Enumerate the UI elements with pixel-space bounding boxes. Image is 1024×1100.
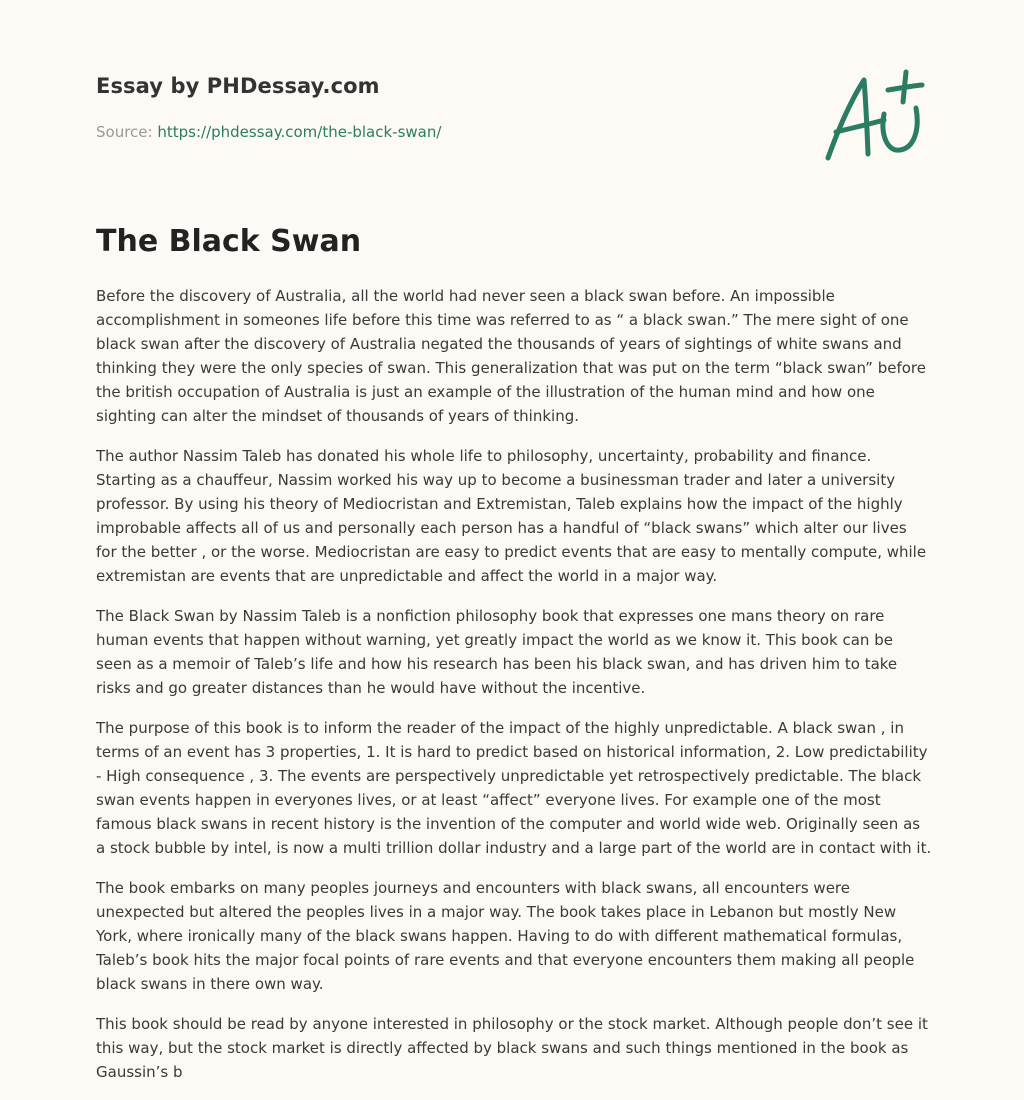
essay-paragraph: The author Nassim Taleb has donated his whole life to philosophy, uncertainty, probability and finance. Starting as a chauffeur, Nassim worked his way up to become a businessman trader and later a university professor. By using his theory of Mediocristan and Extremistan, Taleb explains how the impact of the highly improbable affects all of us and personally each person has a handful of “black swans” which alter our lives for the better , or the worse. Mediocristan are easy to predict events that are easy to mentally compute, while extremistan are events that are unpredictable and affect the world in a major way. <box>96 447 927 585</box>
essay-paragraph: The purpose of this book is to inform the reader of the impact of the highly unpredictable. A black swan , in terms of an event has 3 properties, 1. It is hard to predict based on historical information, 2. Low predictability - High consequence , 3. The events are perspectively unpredictable yet retrospectively predictable. The black swan events happen in everyones lives, or at least “affect” everyone lives. For example one of the most famous black swans in recent history is the invention of the computer and world wide web. Originally seen as a stock bubble by intel, is now a multi trillion dollar industry and a large part of the world are in contact with it. <box>96 719 932 857</box>
essay-paragraph: Before the discovery of Australia, all the world had never seen a black swan before. An impossible accomplishment in someones life before this time was referred to as “ a black swan.” The mere sight of one black swan after the discovery of Australia negated the thousands of years of sightings of white swans and thinking they were the only species of swan. This generalization that was put on the term “black swan” before the british occupation of Australia is just an example of the illustration of the human mind and how one sighting can alter the mindset of thousands of years of thinking. <box>96 287 926 425</box>
source-line <box>96 123 441 141</box>
essay-paragraph: The book embarks on many peoples journeys and encounters with black swans, all encounters were unexpected but altered the peoples lives in a major way. The book takes place in Lebanon but mostly New York, where ironically many of the black swans happen. Having to do with different mathematical formulas, Taleb’s book hits the major focal points of rare events and that everyone encounters them making all people black swans in there own way. <box>96 879 915 993</box>
essay-paragraph: The Black Swan by Nassim Taleb is a nonfiction philosophy book that expresses one mans theory on rare human events that happen without warning, yet greatly impact the world as we know it. This book can be seen as a memoir of Taleb’s life and how his research has been his black swan, and has driven him to take risks and go greater distances than he would have without the incentive. <box>96 607 898 697</box>
essay-title: The Black Swan <box>96 224 362 259</box>
a-plus-logo-icon <box>822 68 926 166</box>
essay-body <box>96 284 932 1100</box>
source-label: Source: <box>96 123 153 141</box>
site-title: Essay by PHDessay.com <box>96 74 380 98</box>
site-header <box>96 0 928 180</box>
essay-paragraph: This book should be read by anyone interested in philosophy or the stock market. Although people don’t see it this way, but the stock market is directly affected by black swans and such things mentioned in the book as Gaussin’s b <box>96 1015 928 1081</box>
source-link[interactable]: https://phdessay.com/the-black-swan/ <box>157 123 442 141</box>
